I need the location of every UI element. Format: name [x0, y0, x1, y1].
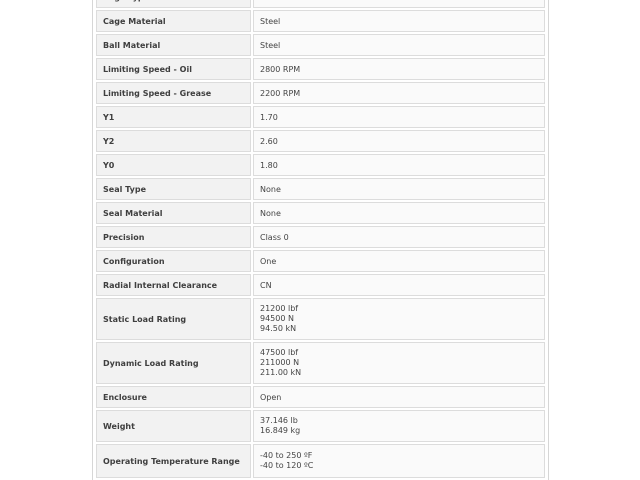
table-row — [96, 0, 545, 8]
spec-label-y2: Y2 — [96, 130, 251, 152]
spec-label-enclosure: Enclosure — [96, 386, 251, 408]
spec-value-ball-material: Steel — [253, 34, 545, 56]
spec-label-configuration: Configuration — [96, 250, 251, 272]
spec-value-limiting-speed-oil: 2800 RPM — [253, 58, 545, 80]
spec-value-line: 211000 N — [260, 358, 300, 367]
spec-value-precision: Class 0 — [253, 226, 545, 248]
spec-value-cage-type — [253, 0, 545, 8]
spec-value-y2: 2.60 — [253, 130, 545, 152]
table-row — [96, 386, 545, 408]
spec-label-dynamic-load-rating: Dynamic Load Rating — [96, 342, 251, 384]
spec-label-y1: Y1 — [96, 106, 251, 128]
table-row — [96, 410, 545, 442]
table-row — [96, 82, 545, 104]
spec-label-weight: Weight — [96, 410, 251, 442]
table-row — [96, 274, 545, 296]
spec-value-line: 16.849 kg — [260, 426, 301, 435]
table-row — [96, 444, 545, 478]
table-row — [96, 154, 545, 176]
spec-value-line: 21200 lbf — [260, 304, 299, 313]
spec-value-configuration: One — [253, 250, 545, 272]
spec-label-radial-internal-clearance: Radial Internal Clearance — [96, 274, 251, 296]
spec-value-line: 37.146 lb — [260, 416, 298, 425]
table-row — [96, 226, 545, 248]
spec-label-seal-material: Seal Material — [96, 202, 251, 224]
spec-value-line: -40 to 250 ºF — [260, 451, 313, 460]
spec-label-static-load-rating: Static Load Rating — [96, 298, 251, 340]
spec-value-line: 94500 N — [260, 314, 294, 323]
specifications-table — [96, 0, 545, 480]
table-row — [96, 298, 545, 340]
spec-value-enclosure: Open — [253, 386, 545, 408]
spec-value-operating-temperature-range — [253, 444, 545, 478]
table-row — [96, 58, 545, 80]
table-row — [96, 34, 545, 56]
spec-value-weight — [253, 410, 545, 442]
spec-label-operating-temperature-range: Operating Temperature Range — [96, 444, 251, 478]
spec-value-line: 94.50 kN — [260, 324, 297, 333]
spec-value-seal-material: None — [253, 202, 545, 224]
spec-label-precision: Precision — [96, 226, 251, 248]
spec-value-y1: 1.70 — [253, 106, 545, 128]
spec-label-seal-type: Seal Type — [96, 178, 251, 200]
table-row — [96, 342, 545, 384]
spec-label-cage-material: Cage Material — [96, 10, 251, 32]
spec-label-ball-material: Ball Material — [96, 34, 251, 56]
spec-label-limiting-speed-grease: Limiting Speed - Grease — [96, 82, 251, 104]
spec-value-radial-internal-clearance: CN — [253, 274, 545, 296]
spec-value-line: -40 to 120 ºC — [260, 461, 314, 470]
spec-value-static-load-rating — [253, 298, 545, 340]
spec-value-limiting-speed-grease: 2200 RPM — [253, 82, 545, 104]
spec-value-cage-material: Steel — [253, 10, 545, 32]
spec-value-line: 211.00 kN — [260, 368, 302, 377]
spec-label-cage-type — [96, 0, 251, 8]
spec-value-line: 47500 lbf — [260, 348, 299, 357]
table-row — [96, 130, 545, 152]
spec-value-seal-type: None — [253, 178, 545, 200]
page-content — [92, 0, 549, 480]
table-row — [96, 106, 545, 128]
spec-value-dynamic-load-rating — [253, 342, 545, 384]
spec-value-y0: 1.80 — [253, 154, 545, 176]
table-row — [96, 178, 545, 200]
table-row — [96, 250, 545, 272]
table-row — [96, 10, 545, 32]
spec-label-limiting-speed-oil: Limiting Speed - Oil — [96, 58, 251, 80]
spec-label-y0: Y0 — [96, 154, 251, 176]
table-row — [96, 202, 545, 224]
